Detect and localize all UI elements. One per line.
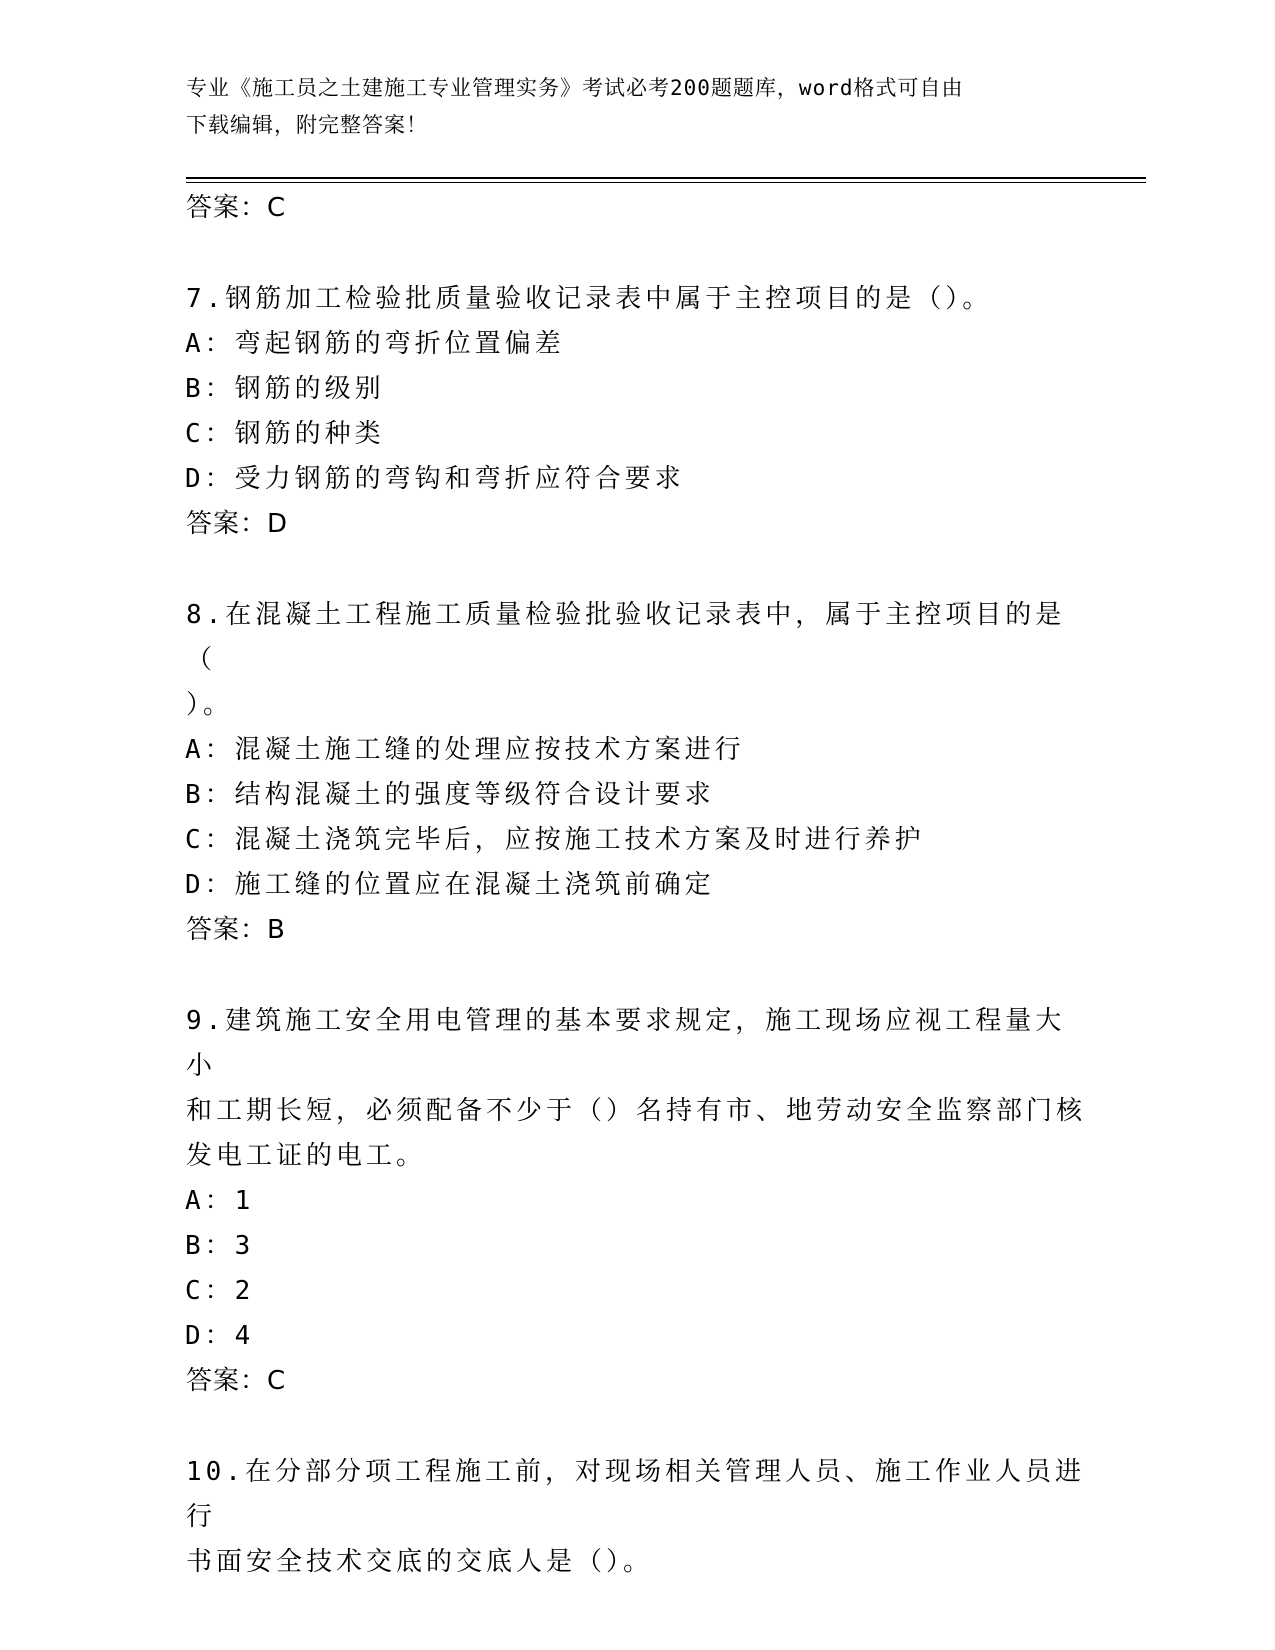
header-divider-thick xyxy=(186,177,1146,179)
document-body xyxy=(186,186,1086,1585)
spacer xyxy=(186,1404,1086,1450)
document-header xyxy=(186,70,1066,144)
question-7 xyxy=(186,277,1086,547)
option-c: C：2 xyxy=(185,1276,255,1306)
option-d: D：4 xyxy=(185,1321,255,1351)
spacer xyxy=(186,231,1086,277)
option-d: D：施工缝的位置应在混凝土浇筑前确定 xyxy=(185,870,715,900)
question-title-line-3: 发电工证的电工。 xyxy=(186,1141,427,1171)
question-answer: 答案：D xyxy=(186,509,289,539)
spacer xyxy=(186,547,1086,593)
question-9 xyxy=(186,999,1086,1404)
option-a: A：弯起钢筋的弯折位置偏差 xyxy=(185,329,565,359)
question-answer: 答案：B xyxy=(186,915,286,945)
option-b: B：钢筋的级别 xyxy=(185,374,385,404)
spacer xyxy=(186,953,1086,999)
question-title: 10.在分部分项工程施工前，对现场相关管理人员、施工作业人员进行 xyxy=(186,1457,1085,1532)
option-a: A：混凝土施工缝的处理应按技术方案进行 xyxy=(185,735,745,765)
question-10 xyxy=(186,1450,1086,1585)
question-8 xyxy=(186,593,1086,953)
option-d: D：受力钢筋的弯钩和弯折应符合要求 xyxy=(185,464,685,494)
question-title: 9.建筑施工安全用电管理的基本要求规定，施工现场应视工程量大小 xyxy=(186,1006,1066,1081)
answer-previous: 答案：C xyxy=(186,193,287,223)
question-title-line-2: ）。 xyxy=(186,690,234,720)
header-line-2: 下载编辑，附完整答案！ xyxy=(186,113,428,137)
question-title-line-2: 和工期长短，必须配备不少于（）名持有市、地劳动安全监察部门核 xyxy=(186,1096,1087,1126)
header-divider-thin xyxy=(186,182,1146,183)
question-title-line-2: 书面安全技术交底的交底人是（）。 xyxy=(186,1547,654,1577)
option-c: C：钢筋的种类 xyxy=(185,419,385,449)
question-title: 7.钢筋加工检验批质量验收记录表中属于主控项目的是（）。 xyxy=(186,284,993,314)
option-c: C：混凝土浇筑完毕后，应按施工技术方案及时进行养护 xyxy=(185,825,925,855)
question-title: 8.在混凝土工程施工质量检验批验收记录表中，属于主控项目的是（ xyxy=(186,600,1066,675)
option-a: A：1 xyxy=(185,1186,255,1216)
option-b: B：结构混凝土的强度等级符合设计要求 xyxy=(185,780,715,810)
header-line-1: 专业《施工员之土建施工专业管理实务》考试必考200题题库，word格式可自由 xyxy=(186,76,964,100)
option-b: B：3 xyxy=(185,1231,255,1261)
question-answer: 答案：C xyxy=(186,1366,287,1396)
